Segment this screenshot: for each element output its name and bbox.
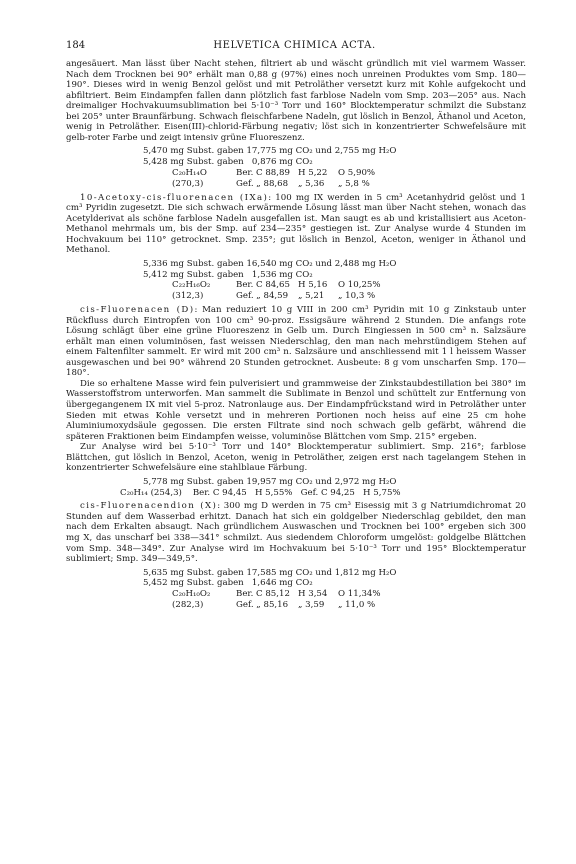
molecular-weight: (282,3) bbox=[172, 600, 204, 611]
gef-c: Gef. „ 85,16 bbox=[236, 600, 289, 611]
elemental-analysis bbox=[66, 568, 526, 611]
elemental-analysis bbox=[66, 146, 526, 189]
analysis-line: 5,635 mg Subst. gaben 17,585 mg CO₂ und 1,812 mg H₂O bbox=[143, 567, 397, 578]
compound-name: cis-Fluorenacen (D) bbox=[80, 305, 195, 316]
gef-h: „ 5,21 bbox=[298, 291, 325, 302]
gef-c: Gef. „ 84,59 bbox=[236, 291, 289, 302]
ber-o: O 11,34% bbox=[338, 589, 381, 600]
running-header bbox=[66, 40, 526, 51]
ber-h: H 3,54 bbox=[298, 589, 328, 600]
page bbox=[66, 40, 526, 614]
paragraph bbox=[66, 305, 526, 379]
molecular-weight: (270,3) bbox=[172, 178, 204, 189]
ber-c: Ber. C 85,12 bbox=[236, 589, 290, 600]
elemental-analysis bbox=[66, 259, 526, 302]
gef-o: „ 10,3 % bbox=[338, 291, 376, 302]
paragraph bbox=[66, 193, 526, 256]
gef-h: „ 5,36 bbox=[298, 178, 325, 189]
ber-h: H 5,22 bbox=[298, 167, 328, 178]
analysis-line: 5,452 mg Subst. gaben 1,646 mg CO₂ bbox=[143, 578, 313, 589]
gef-c: Gef. „ 88,68 bbox=[236, 178, 289, 189]
analysis-line: 5,428 mg Subst. gaben 0,876 mg CO₂ bbox=[143, 157, 313, 168]
paragraph-text: : Man reduziert 10 g VIII in 200 cm³ Pyridin mit 10 g Zinkstaub unter Rückfluss durch Eintropfen von 100 cm³ 90-proz. Essigsäure während 2 Stunden. Die anfangs rote Lösung schlägt über eine grüne Fluoreszenz in Gelb um. Durch Eingiessen in 500 cm³ n. Salzsäure erhält man einen voluminösen, fast weissen Niederschlag, den man nach mehrstündigem Stehen auf einem Faltenfilter sammelt. Er wird mit 200 cm³ n. Salzsäure und anschliessend mit 1 l heissem Wasser ausgewaschen und bei 90° während 20 Stunden getrocknet. Ausbeute: 8 g vom unscharfen Smp. 170—180°. bbox=[66, 305, 526, 379]
paragraph-text: : 100 mg IX werden in 5 cm³ Acetanhydrid gelöst und 1 cm³ Pyridin zugesetzt. Die sich schwach erwärmende Lösung lässt man über Nacht stehen, wonach das Acetylderivat als schöne farblose Nadeln ausgefallen ist. Man saugt es ab und kristallisiert aus Aceton-Methanol mehrmals um, bis der Smp. auf 234—235° gestiegen ist. Zur Analyse wurde 4 Stunden im Hochvakuum bei 110° getrocknet. Smp. 235°; gut löslich in Benzol, Aceton, weniger in Äthanol und Methanol. bbox=[66, 192, 526, 256]
paragraph-text: : 300 mg D werden in 75 cm³ Eisessig mit 3 g Natriumdichromat 20 Stunden auf dem Wasserbad erhitzt. Danach hat sich ein goldgelber Niederschlag gebildet, den man nach dem Erkalten absaugt. Nach gründlichem Auswaschen und Trocknen bei 100° ergeben sich 300 mg X, das unscharf bei 338—341° schmilzt. Aus siedendem Chloroform umgelöst: goldgelbe Blättchen vom Smp. 348—349°. Zur Analyse wird im Hochvakuum bei 5·10⁻³ Torr und 195° Blocktemperatur sublimiert; Smp. 349—349,5°. bbox=[66, 501, 527, 565]
formula: C₂₂H₁₆O₂ bbox=[172, 280, 211, 291]
gef-o: „ 5,8 % bbox=[338, 178, 370, 189]
analysis-line: 5,336 mg Subst. gaben 16,540 mg CO₂ und 2,488 mg H₂O bbox=[143, 258, 397, 269]
paragraph: Zur Analyse wird bei 5·10⁻³ Torr und 140° Blocktemperatur sublimiert. Smp. 216°; farblose Blättchen, gut löslich in Benzol, Aceton, wenig in Petroläther, zeigen erst nach tagelangem Stehen in konzentrierter Schwefelsäure eine stahlblaue Färbung. bbox=[66, 442, 526, 474]
formula: C₂₀H₁₄O bbox=[172, 167, 207, 178]
ber-c: Ber. C 84,65 bbox=[236, 280, 290, 291]
journal-title: HELVETICA CHIMICA ACTA. bbox=[213, 40, 376, 51]
analysis-line: 5,778 mg Subst. gaben 19,957 mg CO₂ und 2,972 mg H₂O bbox=[143, 476, 397, 487]
analysis-line: C₂₀H₁₄ (254,3) Ber. C 94,45 H 5,55% Gef. C 94,25 H 5,75% bbox=[120, 487, 401, 498]
gef-o: „ 11,0 % bbox=[338, 600, 376, 611]
ber-o: O 5,90% bbox=[338, 167, 376, 178]
elemental-analysis bbox=[66, 477, 526, 499]
page-number: 184 bbox=[66, 40, 86, 51]
paragraph bbox=[66, 501, 526, 564]
formula: C₂₀H₁₀O₂ bbox=[172, 589, 211, 600]
paragraph: angesäuert. Man lässt über Nacht stehen, filtriert ab und wäscht gründlich mit viel warmem Wasser. Nach dem Trocknen bei 90° erhält man 0,88 g (97%) eines noch unreinen Produktes vom Smp. 180—190°. Dieses wird in wenig Benzol gelöst und mit Petroläther versetzt kurz mit Kohle aufgekocht und abfiltriert. Beim Eindampfen fallen dann plötzlich fast farblose Nadeln vom Smp. 203—205° aus. Nach dreimaliger Hochvakuumsublimation bei 5·10⁻³ Torr und 160° Blocktemperatur schmilzt die Substanz bei 205° unter Braunfärbung. Schwach fleischfarbene Nadeln, gut löslich in Benzol, Äthanol und Aceton, wenig in Petroläther. Eisen(III)-chlorid-Färbung negativ; löst sich in konzentrierter Schwefelsäure mit gelb-roter Farbe und zeigt intensiv grüne Fluoreszenz. bbox=[66, 59, 526, 143]
compound-name: cis-Fluorenacendion (X) bbox=[80, 501, 218, 512]
molecular-weight: (312,3) bbox=[172, 291, 204, 302]
ber-c: Ber. C 88,89 bbox=[236, 167, 290, 178]
analysis-line: 5,470 mg Subst. gaben 17,775 mg CO₂ und 2,755 mg H₂O bbox=[143, 146, 397, 157]
ber-o: O 10,25% bbox=[338, 280, 381, 291]
paragraph: Die so erhaltene Masse wird fein pulverisiert und grammweise der Zinkstaubdestillation bei 380° im Wasserstoffstrom unterworfen. Man sammelt die Sublimate in Benzol und schüttelt zur Entfernung von übergegangenem IX mit viel 5-proz. Natronlauge aus. Der Eindampfrückstand wird in Petroläther unter Sieden mit etwas Kohle versetzt und in mehreren Portionen noch heiss auf eine 25 cm hohe Aluminiumoxydsäule gegossen. Die ersten Filtrate sind noch schwach gelb gefärbt, während die späteren Fraktionen beim Eindampfen weisse, voluminöse Blättchen vom Smp. 215° ergeben. bbox=[66, 378, 526, 442]
ber-h: H 5,16 bbox=[298, 280, 328, 291]
analysis-line: 5,412 mg Subst. gaben 1,536 mg CO₂ bbox=[143, 269, 313, 280]
gef-h: „ 3,59 bbox=[298, 600, 325, 611]
compound-name: 10-Acetoxy-cis-fluorenacen (IXa) bbox=[80, 192, 269, 203]
